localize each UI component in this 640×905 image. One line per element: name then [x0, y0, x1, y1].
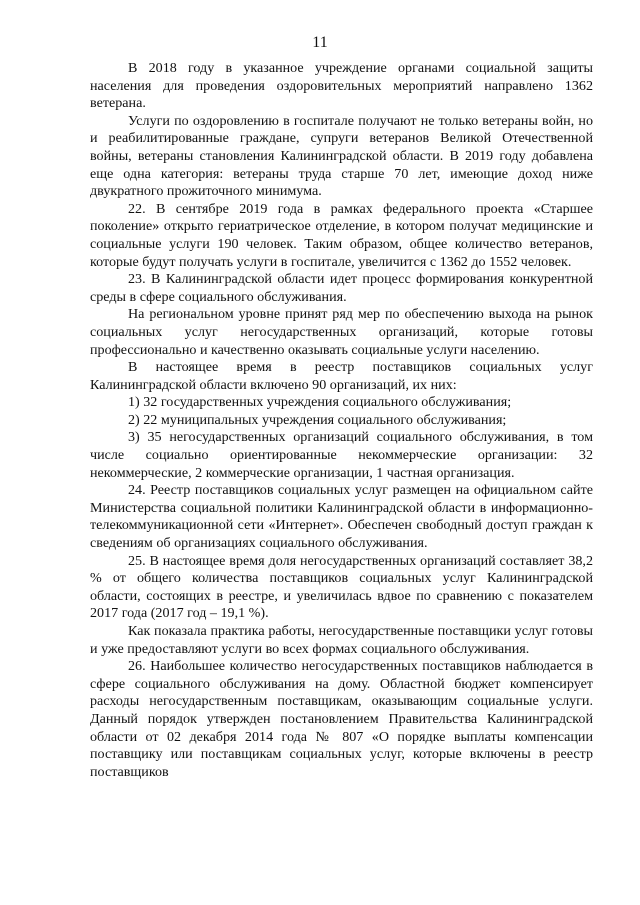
paragraph-regional-measures: На региональном уровне принят ряд мер по обеспечению выхода на рынок социальных услуг негосударственных организаций, которые готовы профессионально и качественно оказывать социальные услуги населению. — [90, 306, 593, 358]
page-number: 11 — [312, 34, 328, 51]
paragraph-veterans-2018: В 2018 году в указанное учреждение органами социальной защиты населения для проведения оздоровительных мероприятий направлено 1362 ветерана. — [90, 60, 593, 112]
paragraph-item-22: 22. В сентябре 2019 года в рамках федерального проекта «Старшее поколение» открыто гериатрическое отделение, в котором получат медицинские и социальные услуги 190 человек. Таким образом, общее количество ветеранов, которые будут получать услуги в госпитале, увеличится с 1362 до 1552 человек. — [90, 200, 593, 270]
list-item-state-institutions: 1) 32 государственных учреждения социального обслуживания; — [128, 394, 512, 411]
paragraph-item-24: 24. Реестр поставщиков социальных услуг размещен на официальном сайте Министерства социальной политики Калининградской области в информационно-телекоммуникационной сети «Интернет». Обеспечен свободный доступ граждан к сведениям об организациях социального обслуживания. — [90, 482, 593, 552]
paragraph-practice: Как показала практика работы, негосударственные поставщики услуг готовы и уже предоставляют услуги во всех формах социального обслуживания. — [90, 623, 593, 657]
paragraph-recovery-services: Услуги по оздоровлению в госпитале получают не только ветераны войн, но и реабилитированные граждане, супруги ветеранов Великой Отечественной войны, ветераны становления Калининградской области. В 2019 году добавлена еще одна категория: ветераны труда старше 70 лет, имеющие доход ниже двукратного прожиточного минимума. — [90, 112, 593, 200]
list-item-non-state-organizations: 3) 35 негосударственных организаций социального обслуживания, в том числе социально ориентированные некоммерческие организации: 32 некоммерческие, 2 коммерческие организации, 1 частная организация. — [90, 429, 593, 481]
document-body — [90, 60, 593, 781]
paragraph-registry-count: В настоящее время в реестр поставщиков социальных услуг Калининградской области включено 90 организаций, их них: — [90, 359, 593, 393]
paragraph-item-26: 26. Наибольшее количество негосударственных поставщиков наблюдается в сфере социального обслуживания на дому. Областной бюджет компенсирует расходы негосударственным поставщикам, оказывающим социальные услуги. Данный порядок утвержден постановлением Правительства Калининградской области от 02 декабря 2014 года № 807 «О порядке выплаты компенсации поставщику или поставщикам социальных услуг, которые включены в реестр поставщиков — [90, 658, 593, 780]
paragraph-item-23: 23. В Калининградской области идет процесс формирования конкурентной среды в сфере социального обслуживания. — [90, 271, 593, 305]
list-item-municipal-institutions: 2) 22 муниципальных учреждения социального обслуживания; — [128, 411, 507, 428]
paragraph-item-25: 25. В настоящее время доля негосударственных организаций составляет 38,2 % от общего количества поставщиков социальных услуг Калининградской области, состоящих в реестре, и увеличилась вдвое по сравнению с показателем 2017 года (2017 год – 19,1 %). — [90, 552, 593, 622]
